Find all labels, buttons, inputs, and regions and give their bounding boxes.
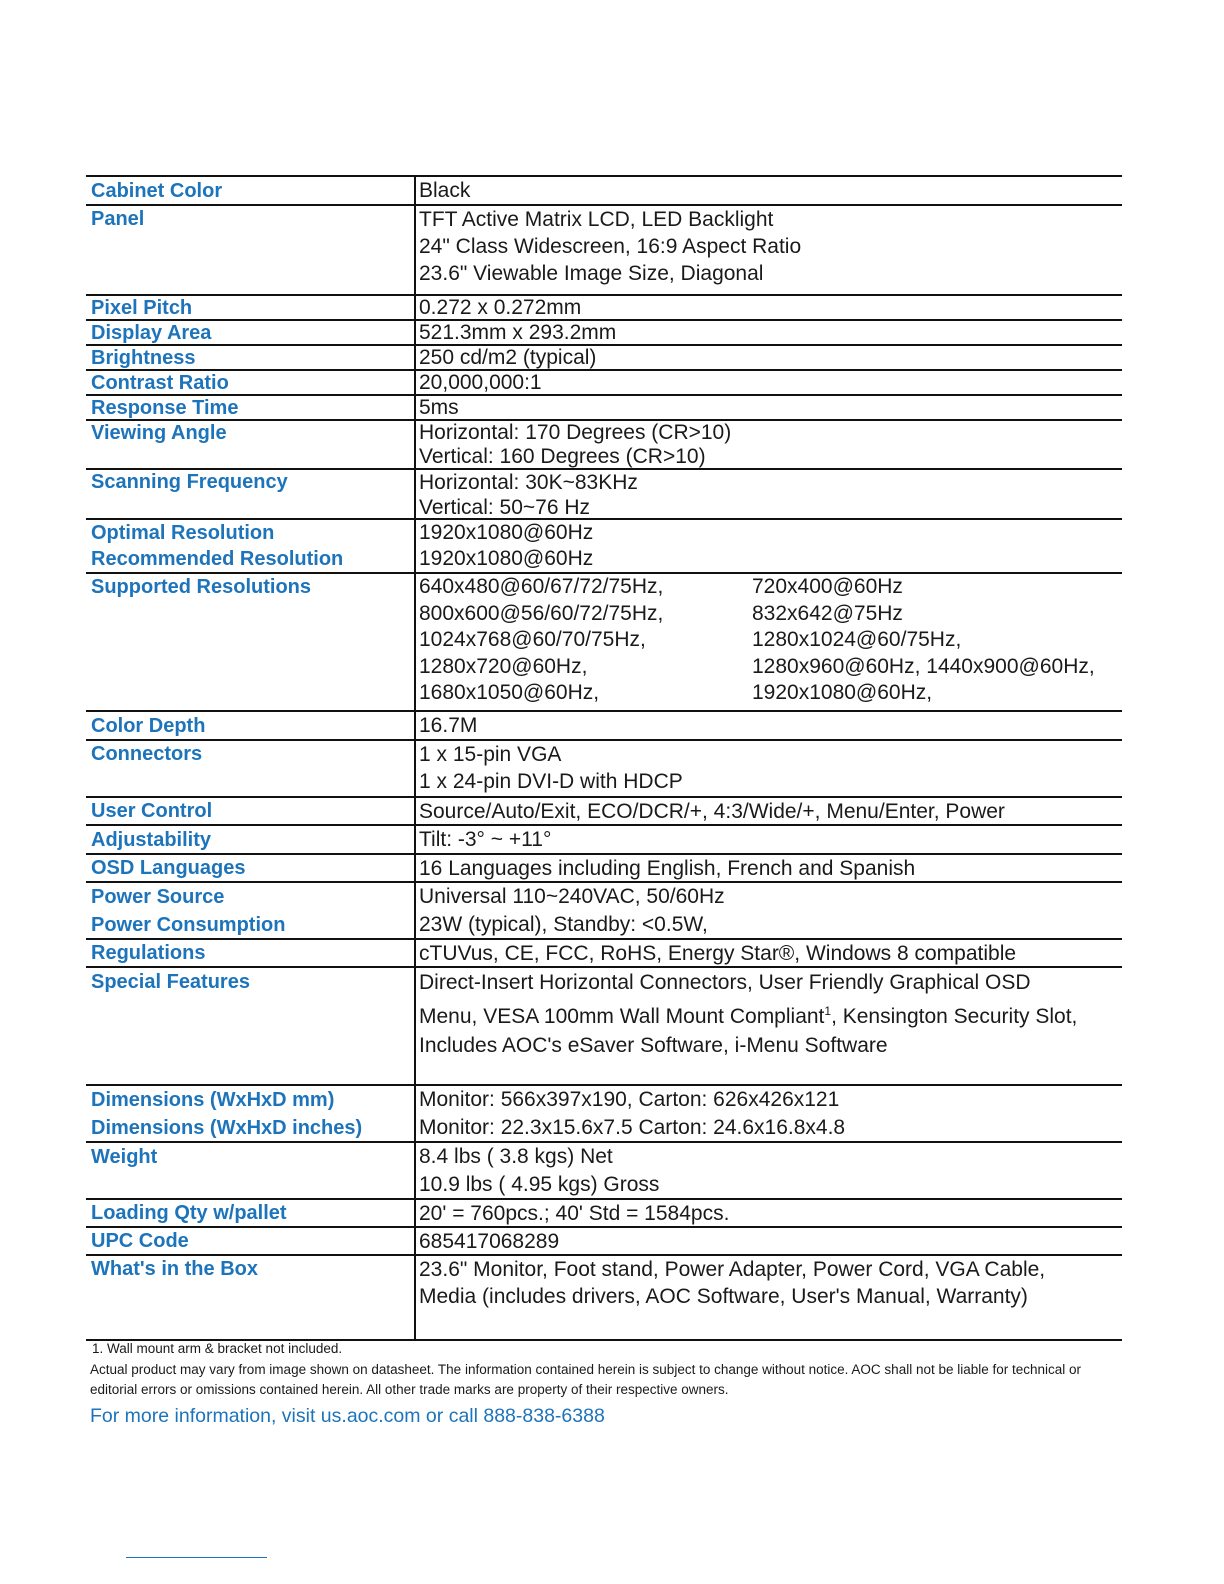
spec-label-cell: [86, 470, 414, 518]
spec-label-cell: [86, 712, 414, 739]
spec-row: [86, 855, 1122, 883]
spec-value-cell: [414, 855, 1122, 881]
spec-value: 5ms: [419, 396, 459, 419]
spec-label-cell: [86, 296, 414, 319]
spec-row: [86, 520, 1122, 574]
spec-value-cell: [414, 321, 1122, 344]
spec-value-cell: [414, 883, 1122, 938]
spec-label: Connectors: [91, 743, 203, 765]
spec-label: User Control: [91, 800, 213, 822]
spec-row: [86, 296, 1122, 321]
spec-value: 1 x 24-pin DVI-D with HDCP: [419, 770, 683, 793]
spec-value: Horizontal: 30K~83KHz: [419, 471, 638, 494]
spec-row: [86, 321, 1122, 346]
resolution-value: 832x642@75Hz: [752, 601, 903, 625]
spec-value-cell: [414, 940, 1122, 966]
spec-label: What's in the Box: [91, 1258, 258, 1280]
spec-row: [86, 177, 1122, 206]
spec-label-cell: [86, 883, 414, 938]
spec-value: 23W (typical), Standby: <0.5W,: [419, 913, 708, 936]
spec-value-cell: [414, 1143, 1122, 1198]
spec-label-cell: [86, 421, 414, 468]
spec-label-cell: [86, 371, 414, 394]
resolution-value: 1280x1024@60/75Hz,: [752, 628, 962, 651]
spec-label: Weight: [91, 1146, 158, 1168]
spec-row: [86, 1256, 1122, 1341]
spec-value: 685417068289: [419, 1230, 560, 1253]
spec-value: Vertical: 160 Degrees (CR>10): [419, 445, 706, 468]
spec-label: Regulations: [91, 942, 206, 964]
spec-label: Loading Qty w/pallet: [91, 1202, 287, 1224]
spec-value-cell: [414, 396, 1122, 419]
spec-value-cell: [414, 826, 1122, 853]
spec-value: Black: [419, 179, 471, 202]
resolution-row: [419, 574, 1122, 601]
spec-value-cell: [414, 1228, 1122, 1254]
spec-value: 1 x 15-pin VGA: [419, 743, 562, 766]
spec-row: [86, 371, 1122, 396]
spec-row: [86, 712, 1122, 741]
spec-label: Viewing Angle: [91, 422, 227, 444]
spec-value-tail: , Kensington Security Slot,: [831, 1005, 1078, 1028]
spec-label: Pixel Pitch: [91, 297, 193, 319]
resolution-value: 1920x1080@60Hz,: [752, 681, 933, 704]
bottom-rule: [126, 1557, 267, 1558]
spec-value: Vertical: 50~76 Hz: [419, 496, 591, 519]
spec-value: Tilt: -3° ~ +11°: [419, 828, 552, 851]
spec-row: [86, 346, 1122, 371]
spec-label: Contrast Ratio: [91, 372, 229, 394]
spec-label: Special Features: [91, 971, 250, 993]
resolution-row: [419, 627, 1122, 654]
spec-value-line: [419, 997, 1122, 1031]
spec-label: Optimal Resolution: [91, 522, 275, 544]
spec-label-cell: [86, 346, 414, 369]
spec-label-cell: [86, 1086, 414, 1141]
spec-label-cell: [86, 1200, 414, 1226]
spec-label-cell: [86, 206, 414, 294]
spec-label: Panel: [91, 208, 145, 230]
spec-value: 1920x1080@60Hz: [419, 521, 594, 544]
spec-value: 10.9 lbs ( 4.95 kgs) Gross: [419, 1173, 660, 1196]
spec-value-cell: [414, 712, 1122, 739]
spec-value: cTUVus, CE, FCC, RoHS, Energy Star®, Windows 8 compatible: [419, 942, 1017, 965]
spec-row: [86, 1228, 1122, 1256]
spec-row: [86, 1200, 1122, 1228]
spec-value-cell: [414, 296, 1122, 319]
spec-label-cell: [86, 940, 414, 966]
spec-row: [86, 1086, 1122, 1143]
spec-label: Cabinet Color: [91, 180, 223, 202]
spec-value: Media (includes drivers, AOC Software, User's Manual, Warranty): [419, 1285, 1028, 1308]
spec-value-cell: [414, 1256, 1122, 1339]
spec-label-cell: [86, 1228, 414, 1254]
spec-value: 20' = 760pcs.; 40' Std = 1584pcs.: [419, 1202, 730, 1225]
spec-value-cell: [414, 346, 1122, 369]
spec-row: [86, 206, 1122, 296]
spec-value-cell: [414, 470, 1122, 518]
footnote: 1. Wall mount arm & bracket not included.: [92, 1341, 343, 1356]
spec-value-cell: [414, 421, 1122, 468]
spec-label: Supported Resolutions: [91, 576, 311, 598]
spec-value-cell: [414, 1086, 1122, 1141]
resolution-row: [419, 601, 1122, 628]
spec-value: 20,000,000:1: [419, 371, 542, 394]
resolution-value: 640x480@60/67/72/75Hz,: [419, 575, 664, 598]
spec-value-cell: [414, 206, 1122, 294]
spec-table: [86, 175, 1122, 1341]
disclaimer: Actual product may vary from image shown on datasheet. The information contained herein is subject to change without notice. AOC shall not be liable for technical or editorial errors or omissions contained herein. All other trade marks are property of their respective owners.: [90, 1362, 1082, 1397]
spec-label: Dimensions (WxHxD inches): [91, 1117, 363, 1139]
spec-label-cell: [86, 855, 414, 881]
spec-value-cell: [414, 371, 1122, 394]
spec-label-cell: [86, 321, 414, 344]
spec-value: 521.3mm x 293.2mm: [419, 321, 617, 344]
spec-row: [86, 396, 1122, 421]
spec-label: Adjustability: [91, 829, 212, 851]
spec-row: [86, 940, 1122, 968]
spec-label-cell: [86, 826, 414, 853]
spec-label: Display Area: [91, 322, 212, 344]
spec-label-cell: [86, 798, 414, 824]
spec-value: 250 cd/m2 (typical): [419, 346, 597, 369]
spec-label: Recommended Resolution: [91, 548, 344, 570]
spec-row: [86, 421, 1122, 470]
spec-value: Includes AOC's eSaver Software, i-Menu Software: [419, 1034, 888, 1057]
spec-value: 23.6" Monitor, Foot stand, Power Adapter, Power Cord, VGA Cable,: [419, 1258, 1046, 1281]
spec-row: [86, 574, 1122, 712]
spec-label: Power Source: [91, 886, 225, 908]
spec-row: [86, 826, 1122, 855]
spec-value: TFT Active Matrix LCD, LED Backlight: [419, 208, 774, 231]
resolution-value: 1280x960@60Hz, 1440x900@60Hz,: [752, 654, 1095, 678]
contact-info: For more information, visit us.aoc.com or call 888-838-6388: [90, 1405, 605, 1427]
spec-label: Dimensions (WxHxD mm): [91, 1089, 335, 1111]
spec-label-cell: [86, 1256, 414, 1339]
spec-row: [86, 741, 1122, 798]
spec-value: Direct-Insert Horizontal Connectors, User Friendly Graphical OSD: [419, 971, 1031, 994]
spec-row: [86, 883, 1122, 940]
footnote-marker: 1: [824, 1004, 832, 1018]
spec-value: 23.6" Viewable Image Size, Diagonal: [419, 262, 764, 285]
spec-label: UPC Code: [91, 1230, 189, 1252]
resolution-value: 800x600@56/60/72/75Hz,: [419, 601, 664, 625]
spec-row: [86, 1143, 1122, 1200]
spec-label: Scanning Frequency: [91, 471, 288, 493]
spec-value: 16 Languages including English, French and Spanish: [419, 857, 916, 880]
spec-value: Monitor: 22.3x15.6x7.5 Carton: 24.6x16.8x4.8: [419, 1116, 846, 1139]
spec-value: 1920x1080@60Hz: [419, 547, 594, 570]
spec-value: 16.7M: [419, 714, 478, 737]
spec-label-cell: [86, 177, 414, 204]
spec-label: Brightness: [91, 347, 196, 369]
spec-label: Power Consumption: [91, 914, 286, 936]
resolution-value: 1280x720@60Hz,: [419, 654, 588, 678]
resolution-row: [419, 654, 1122, 681]
spec-value: 8.4 lbs ( 3.8 kgs) Net: [419, 1145, 613, 1168]
spec-label: Response Time: [91, 397, 239, 419]
spec-value: 24" Class Widescreen, 16:9 Aspect Ratio: [419, 235, 802, 258]
spec-row: [86, 798, 1122, 826]
spec-value-cell: [414, 574, 1122, 710]
spec-value-cell: [414, 177, 1122, 204]
resolution-value: 1024x768@60/70/75Hz,: [419, 628, 646, 651]
spec-label: Color Depth: [91, 715, 206, 737]
spec-label-cell: [86, 574, 414, 710]
spec-label-cell: [86, 741, 414, 796]
spec-label-cell: [86, 1143, 414, 1198]
spec-label-cell: [86, 396, 414, 419]
spec-label: OSD Languages: [91, 857, 246, 879]
resolution-value: 720x400@60Hz: [752, 575, 903, 598]
spec-value-cell: [414, 968, 1122, 1084]
spec-value: Monitor: 566x397x190, Carton: 626x426x121: [419, 1088, 840, 1111]
spec-label-cell: [86, 968, 414, 1084]
resolution-row: [419, 680, 1122, 707]
spec-value: Universal 110~240VAC, 50/60Hz: [419, 885, 725, 908]
spec-value: Menu, VESA 100mm Wall Mount Compliant: [419, 1005, 825, 1028]
spec-row: [86, 968, 1122, 1086]
spec-value: 0.272 x 0.272mm: [419, 296, 582, 319]
resolution-value: 1680x1050@60Hz,: [419, 681, 600, 704]
spec-value: Horizontal: 170 Degrees (CR>10): [419, 421, 732, 444]
spec-value-cell: [414, 798, 1122, 824]
spec-value-cell: [414, 520, 1122, 572]
spec-value: Source/Auto/Exit, ECO/DCR/+, 4:3/Wide/+, Menu/Enter, Power: [419, 800, 1005, 823]
footer: [90, 1340, 1130, 1428]
spec-row: [86, 470, 1122, 520]
spec-value-cell: [414, 1200, 1122, 1226]
spec-label-cell: [86, 520, 414, 572]
spec-value-cell: [414, 741, 1122, 796]
